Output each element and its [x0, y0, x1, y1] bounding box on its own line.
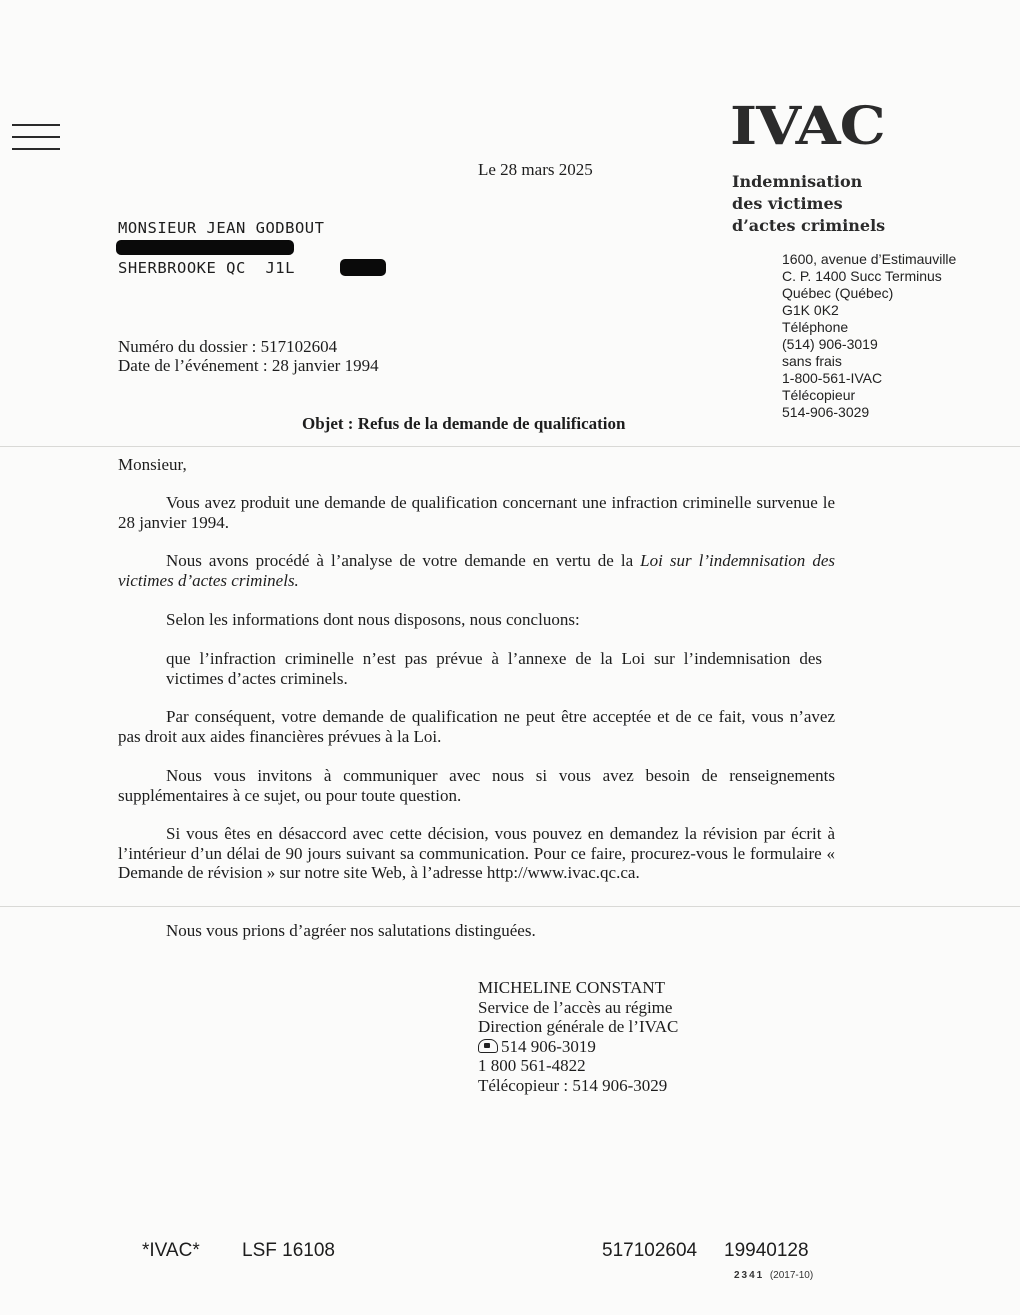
salutation: Monsieur, — [118, 455, 187, 474]
redacted-postal-code — [340, 259, 386, 276]
paragraph-closing: Nous vous prions d’agréer nos salutations distinguées. — [166, 921, 536, 940]
telephone-icon — [478, 1039, 498, 1053]
ivac-logo: IVAC — [730, 95, 885, 157]
signatory-fax: Télécopieur : 514 906-3029 — [478, 1075, 668, 1095]
organization-address: 1600, avenue d’Estimauville C. P. 1400 Succ Terminus Québec (Québec) G1K 0K2 Téléphone (514) 906-3019 sans frais 1-800-561-IVAC Télécopieur 514-906-3029 — [782, 251, 957, 420]
paragraph-information: Selon les informations dont nous disposons, nous concluons: — [166, 610, 580, 629]
paper-fold-line — [0, 446, 1020, 447]
paper-fold-line — [0, 906, 1020, 907]
letter-date: Le 28 mars 2025 — [478, 160, 593, 179]
footer-code-lsf: LSF 16108 — [242, 1240, 335, 1261]
signatory-phone: 514 906-3019 — [478, 1037, 678, 1057]
footer-event-code: 19940128 — [724, 1240, 809, 1261]
form-number: 2341 (2017-10) — [734, 1270, 814, 1281]
recipient-city: SHERBROOKE QC J1L — [118, 259, 295, 277]
paragraph-conclusion: que l’infraction criminelle n’est pas prévue à l’annexe de la Loi sur l’indemnisation des victimes d’actes criminels. — [166, 649, 822, 688]
file-number: Numéro du dossier : 517102604 — [118, 337, 338, 356]
signatory-direction: Direction générale de l’IVAC — [478, 1017, 679, 1036]
menu-icon — [12, 124, 60, 160]
footer-file-number: 517102604 — [602, 1240, 698, 1261]
paragraph-request: Vous avez produit une demande de qualification concernant une infraction criminelle survenue le 28 janvier 1994. — [118, 493, 835, 532]
letter-subject: Objet : Refus de la demande de qualification — [302, 414, 626, 433]
paragraph-analysis — [118, 551, 835, 590]
signatory-name: MICHELINE CONSTANT — [478, 978, 666, 997]
signature-block — [478, 978, 678, 1095]
paragraph-consequence: Par conséquent, votre demande de qualification ne peut être acceptée et de ce fait, vous n’avez pas droit aux aides financières prévues à la Loi. — [118, 707, 835, 746]
signatory-toll-free: 1 800 561-4822 — [478, 1056, 586, 1075]
paragraph-revision: Si vous êtes en désaccord avec cette décision, vous pouvez en demandez la révision par écrit à l’intérieur d’un délai de 90 jours suivant sa communication. Pour ce faire, procurez-vous le formulaire « Demande de révision » sur notre site Web, à l’adresse http://www.ivac.qc.ca. — [118, 824, 835, 882]
recipient-name: MONSIEUR JEAN GODBOUT — [118, 219, 325, 237]
organization-name: Indemnisation des victimes d’actes criminels — [732, 172, 886, 235]
law-title: Loi sur l’indemnisation des victimes d’actes criminels. — [118, 551, 835, 590]
signatory-service: Service de l’accès au régime — [478, 997, 673, 1017]
footer-code-ivac: *IVAC* — [142, 1240, 200, 1261]
redacted-street-address — [116, 240, 294, 255]
paragraph-analysis-text: Nous avons procédé à l’analyse de votre demande en vertu de la — [166, 551, 641, 570]
event-date: Date de l’événement : 28 janvier 1994 — [118, 356, 379, 375]
paragraph-contact: Nous vous invitons à communiquer avec nous si vous avez besoin de renseignements supplémentaires à ce sujet, ou pour toute question. — [118, 766, 835, 805]
